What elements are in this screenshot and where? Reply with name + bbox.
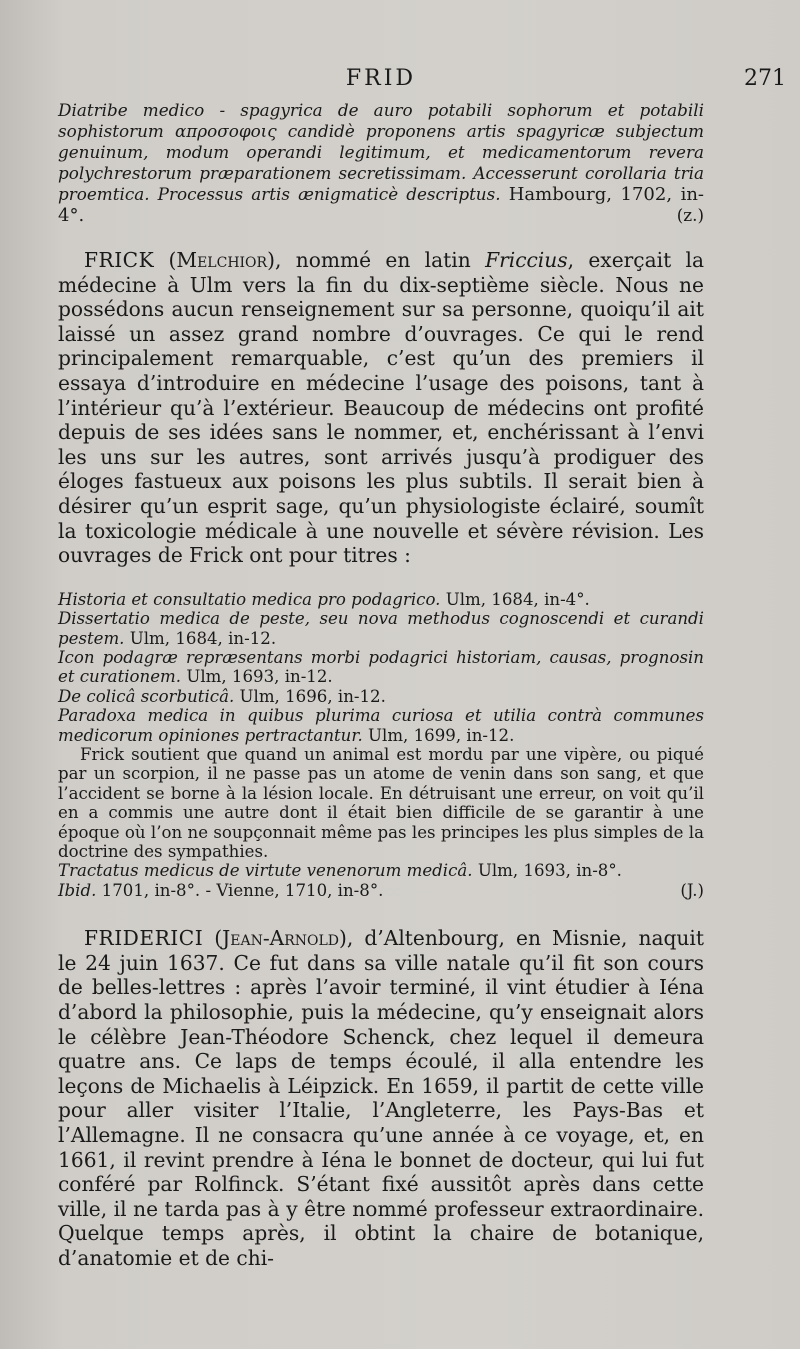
frick-headword: FRICK [84,248,155,272]
intro-work-greek: απροσοφοις [174,121,277,141]
page-number: 271 [744,66,786,91]
work-title: Tractatus medicus de virtute venenorum medicâ. [58,861,473,881]
frick-forename: Melchior [176,248,268,272]
friderici-text: ), d’Altenbourg, en Misnie, naquit le 24 juin 1637. Ce fut dans sa ville natale qu’il fit son cours de belles-lettres : après l’avoir terminé, il vint étudier à Iéna d’abord la philosophie, puis la médecine, qu’y enseignait alors le célèbre Jean-Théodore Schenck, chez lequel il demeura quatre ans. Ce laps de temps écoulé, il alla entendre les leçons de Michaelis à Léipzick. En 1659, il partit de cette ville pour aller visiter l’Italie, l’Angleterre, les Pays-Bas et l’Allemagne. Il ne consacra qu’une année à ce voyage, et, en 1661, il revint prendre à Iéna le bonnet de docteur, qui lui fut conféré par Rolfinck. S’étant fixé aussitôt après dans cette ville, il ne tarda pas à y être nommé professeur extraordinaire. Quelque temps après, il obtint la chaire de botanique, d’anatomie et de chi- [58,926,704,1270]
frick-work-1 [58,609,704,648]
intro-work-imprint: Hambourg, 1702, in-4°. [58,184,705,226]
ibid-label: Ibid. [58,880,97,900]
frick-work-0 [58,590,704,609]
frick-works-list [58,590,704,901]
work-title: Paradoxa medica in quibus plurima curiosa et utilia contrà communes medicorum opiniones pertractantur. [58,706,704,745]
work-title: De colicâ scorbuticâ. [58,686,235,706]
friderici-headword: FRIDERICI [84,926,204,951]
work-title: Dissertatio medica de peste, seu nova methodus cognoscendi et curandi pestem. [58,609,704,648]
frick-ibid [58,881,704,900]
page-header [58,66,786,100]
running-head: FRID [345,66,417,91]
friderici-entry: FRIDERICI (Jean-Arnold), d’Altenbourg, en Misnie, naquit le 24 juin 1637. Ce fut dans sa ville natale qu’il fit son cours de belles-lettres : après l’avoir terminé, il vint étudier à Iéna d’abord la philosophie, puis la médecine, qu’y enseignait alors le célèbre Jean-Théodore Schenck, chez lequel il demeura quatre ans. Ce laps de temps écoulé, il alla entendre les leçons de Michaelis à Léipzick. En 1659, il partit de cette ville pour aller visiter l’Italie, l’Angleterre, les Pays-Bas et l’Allemagne. Il ne consacra qu’une année à ce voyage, et, en 1661, il revint prendre à Iéna le bonnet de docteur, qui lui fut conféré par Rolfinck. S’étant fixé aussitôt après dans cette ville, il ne tarda pas à y être nommé professeur extraordinaire. Quelque temps après, il obtint la chaire de botanique, d’anatomie et de chi- [58,926,704,1270]
ibid-imprint: 1701, in-8°. - Vienne, 1710, in-8°. [101,880,384,900]
frick-text-b: , exerçait la médecine à Ulm vers la fin du dix-septième siècle. Nous ne possédons aucun renseignement sur sa personne, quoiqu’il ait laissé un assez grand nombre d’ouvrages. Ce qui le rend principalement remarquable, c’est qu’un des premiers il essaya d’introduire en médecine l’usage des poisons, tant à l’intérieur qu’à l’extérieur. Beaucoup de médecins ont profité depuis de ses idées sans le nommer, et, enchérissant à l’envi les uns sur les autres, sont arrivés jusqu’à prodiguer des éloges fastueux aux poisons les plus subtils. Il serait bien à désirer qu’un esprit sage, qu’un physiologiste éclairé, soumît la toxicologie médicale à une nouvelle et sévère révision. Les ouvrages de Frick ont pour titres : [58,248,705,568]
work-imprint: Ulm, 1696, in-12. [239,686,386,706]
intro-work-title: Diatribe medico - spagyrica de auro potabili sophorum et potabili sophistorum [58,100,704,141]
intro-work-title-cont: candidè proponens artis spagyricæ subjectum genuinum, modum operandi legitimum, et medicamentorum reverа polychrestorum præparationem secretissimam. Accesserunt corollaria tria proemtica. Processus artis ænigmaticè descriptus. [58,121,704,204]
frick-entry: FRICK (Melchior), nommé en latin Friccius, exerçait la médecine à Ulm vers la fin du dix-septième siècle. Nous ne possédons aucun renseignement sur sa personne, quoiqu’il ait laissé un assez grand nombre d’ouvrages. Ce qui le rend principalement remarquable, c’est qu’un des premiers il essaya d’introduire en médecine l’usage des poisons, tant à l’intérieur qu’à l’extérieur. Beaucoup de médecins ont profité depuis de ses idées sans le nommer, et, enchérissant à l’envi les uns sur les autres, sont arrivés jusqu’à prodiguer des éloges fastueux aux poisons les plus subtils. Il serait bien à désirer qu’un esprit sage, qu’un physiologiste éclairé, soumît la toxicologie médicale à une nouvelle et sévère révision. Les ouvrages de Frick ont pour titres : [58,248,705,568]
work-title: Historia et consultatio medica pro podagrico. [58,589,441,609]
frick-work-2 [58,648,704,687]
friderici-forename: Jean-Arnold [222,926,340,951]
work-title: Icon podagræ repræsentans morbi podagrici historiam, causas, prognosin et curationem. [58,647,704,687]
intro-signature: (z.) [676,205,704,225]
frick-work-4 [58,706,704,745]
work-imprint: Ulm, 1693, in-8°. [477,861,622,881]
work-imprint: Ulm, 1693, in-12. [186,667,333,687]
frick-signature: (J.) [680,880,704,900]
frick-note: Frick soutient que quand un animal est mordu par une vipère, ou piqué par un scorpion, il ne passe pas un atome de venin dans son sang, et que l’accident se borne à la lésion locale. En détruisant une erreur, on voit qu’il en a commis une autre dont il était bien difficile de se garantir à une époque où l’on ne soupçonnait même pas les principes les plus simples de la doctrine des sympathies. [58,744,704,861]
work-imprint: Ulm, 1684, in-4°. [445,589,590,609]
frick-work-3 [58,687,704,706]
frick-latin-name: Friccius [485,248,568,272]
work-imprint: Ulm, 1684, in-12. [129,628,277,648]
work-imprint: Ulm, 1699, in-12. [368,725,515,745]
frick-text-a: ), nommé en latin [267,248,471,272]
frick-work-last [58,861,704,880]
intro-work-entry [58,100,704,226]
